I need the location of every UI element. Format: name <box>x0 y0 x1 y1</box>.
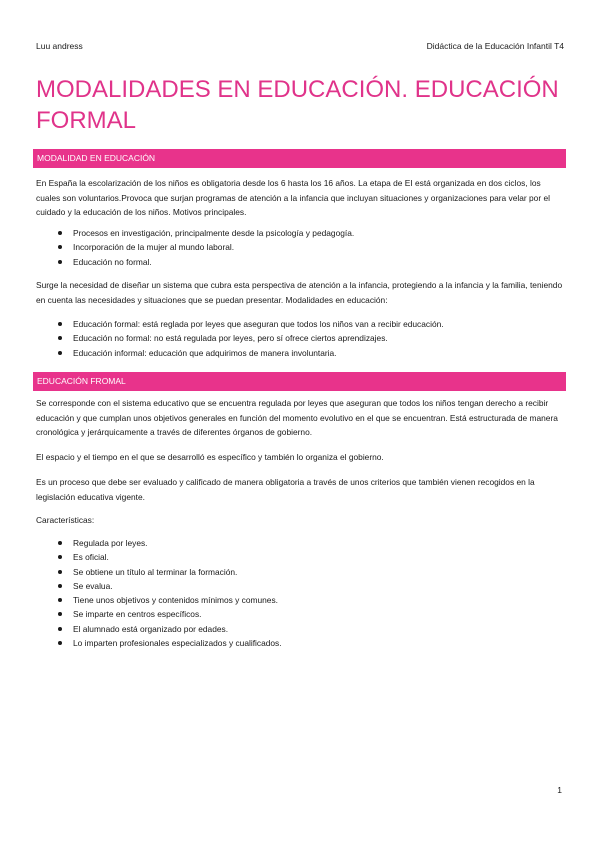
list-item: Educación informal: educación que adquirimos de manera involuntaria. <box>36 346 556 360</box>
bullet-icon <box>58 555 62 559</box>
section1-paragraph-1: En España la escolarización de los niños es obligatoria desde los 6 hasta los 16 años. La etapa de EI está organizada en dos ciclos, los cuales son voluntarios.Provoca que surjan programas de atención a la infancia que incluyan situaciones y organizaciones para velar por el cuidado y la educación de los niños. Motivos principales. <box>36 178 550 217</box>
list-item: Procesos en investigación, principalmente desde la psicología y pedagogía. <box>36 226 556 240</box>
bullet-icon <box>58 231 62 235</box>
list-item: El alumnado está organizado por edades. <box>36 622 556 636</box>
header-course: Didáctica de la Educación Infantil T4 <box>426 41 564 51</box>
header-author: Luu andress <box>36 41 83 51</box>
section-heading-educacion-formal: EDUCACIÓN FROMAL <box>33 372 566 391</box>
list-item: Regulada por leyes. <box>36 536 556 550</box>
bullet-icon <box>58 541 62 545</box>
features-list <box>36 536 556 650</box>
bullet-icon <box>58 612 62 616</box>
list-item: Incorporación de la mujer al mundo laboral. <box>36 240 556 254</box>
page-title: MODALIDADES EN EDUCACIÓN. EDUCACIÓN FORMAL <box>36 76 559 134</box>
page-number: 1 <box>557 785 562 795</box>
section2-paragraph-3: Es un proceso que debe ser evaluado y calificado de manera obligatoria a través de unos criterios que también vienen recogidos en la legislación educativa vigente. <box>36 477 535 502</box>
section-heading-modalidad: MODALIDAD EN EDUCACIÓN <box>33 149 566 168</box>
bullet-icon <box>58 570 62 574</box>
list-item: Es oficial. <box>36 550 556 564</box>
section1-paragraph-2: Surge la necesidad de diseñar un sistema que cubra esta perspectiva de atención a la infancia, protegiendo a la infancia y la familia, teniendo en cuenta las necesidades y situaciones que se puedan presentar. Modalidades en educación: <box>36 280 563 305</box>
bullet-icon <box>58 584 62 588</box>
list-item: Se imparte en centros específicos. <box>36 607 556 621</box>
bullet-icon <box>58 351 62 355</box>
bullet-icon <box>58 260 62 264</box>
features-label: Características: <box>36 515 95 525</box>
list-item: Educación no formal: no está regulada por leyes, pero sí ofrece ciertos aprendizajes. <box>36 331 556 345</box>
bullet-icon <box>58 336 62 340</box>
section2-paragraph-2: El espacio y el tiempo en el que se desarrolló es específico y también lo organiza el gobierno. <box>36 452 384 462</box>
bullet-icon <box>58 641 62 645</box>
bullet-icon <box>58 245 62 249</box>
list-item: Tiene unos objetivos y contenidos mínimos y comunes. <box>36 593 556 607</box>
bullet-icon <box>58 322 62 326</box>
list-item: Se evalua. <box>36 579 556 593</box>
section1-bullet-list-2 <box>36 317 556 360</box>
list-item: Educación no formal. <box>36 255 556 269</box>
list-item: Lo imparten profesionales especializados y cualificados. <box>36 636 556 650</box>
section1-bullet-list-1 <box>36 226 556 269</box>
bullet-icon <box>58 598 62 602</box>
section2-paragraph-1: Se corresponde con el sistema educativo que se encuentra regulada por leyes que aseguran que todos los niños tengan derecho a recibir educación y que cumplan unos objetivos generales en función del momento evolutivo en el que se encuentran. Está estructurada de manera cronológica y jerárquicamente a través de diferentes órganos de gobierno. <box>36 398 558 437</box>
list-item: Educación formal: está reglada por leyes que aseguran que todos los niños van a recibir educación. <box>36 317 556 331</box>
bullet-icon <box>58 627 62 631</box>
list-item: Se obtiene un título al terminar la formación. <box>36 565 556 579</box>
